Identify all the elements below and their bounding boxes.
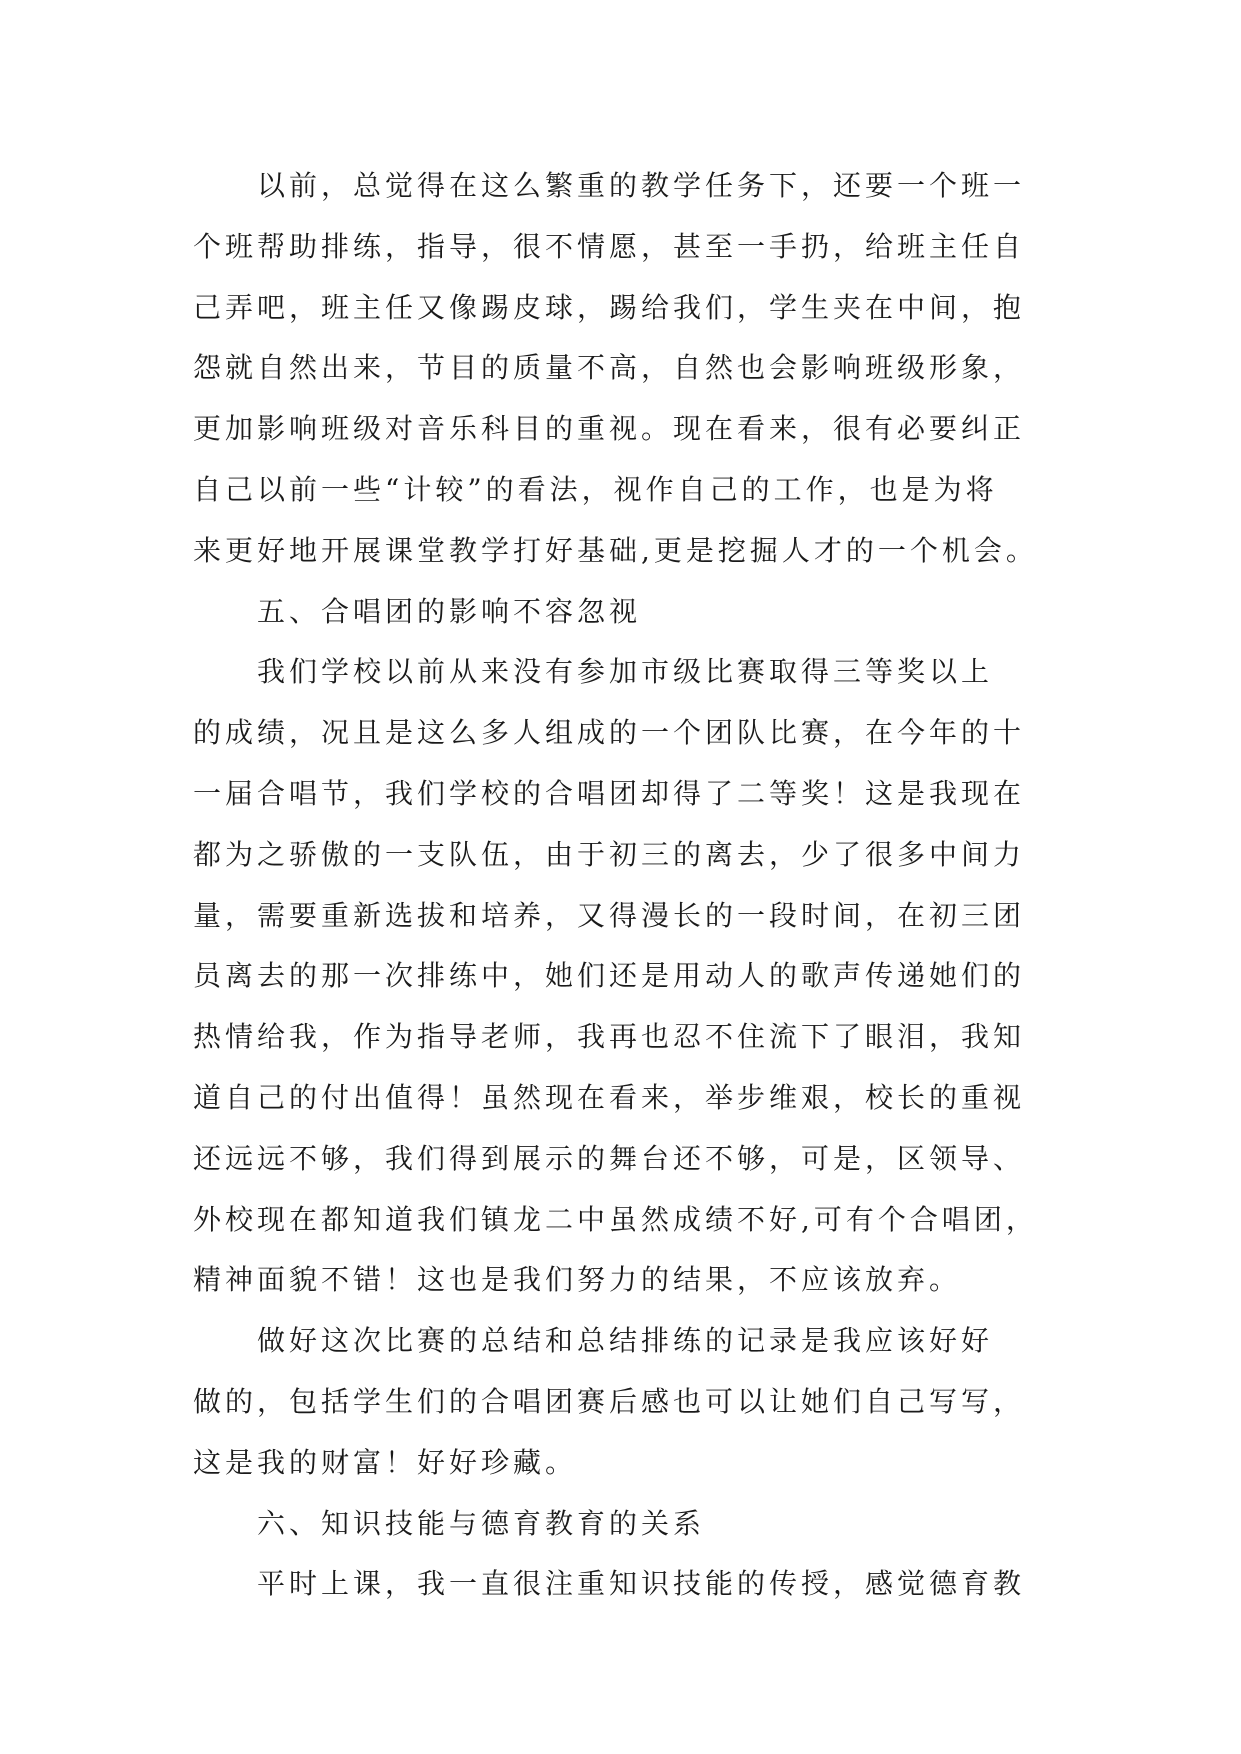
text-line: 都为之骄傲的一支队伍，由于初三的离去，少了很多中间力 — [193, 837, 1026, 871]
text-line: 外校现在都知道我们镇龙二中虽然成绩不好,可有个合唱团， — [193, 1202, 1038, 1236]
text-line: 自己以前一些“计较”的看法，视作自己的工作，也是为将 — [193, 472, 998, 506]
text-line: 做的，包括学生们的合唱团赛后感也可以让她们自己写写， — [193, 1384, 1026, 1418]
text-line: 以前，总觉得在这么繁重的教学任务下，还要一个班一 — [257, 169, 1026, 202]
text-line: 热情给我，作为指导老师，我再也忍不住流下了眼泪，我知 — [193, 1020, 1026, 1054]
text-line: 这是我的财富！好好珍藏。 — [193, 1445, 578, 1479]
text-line: 来更好地开展课堂教学打好基础,更是挖掘人才的一个机会。 — [193, 533, 1038, 567]
text-line: 我们学校以前从来没有参加市级比赛取得三等奖以上 — [257, 655, 994, 689]
text-line: 还远远不够，我们得到展示的舞台还不够，可是，区领导、 — [193, 1141, 1026, 1175]
text-line: 个班帮助排练，指导，很不情愿，甚至一手扔，给班主任自 — [193, 229, 1026, 263]
text-line: 己弄吧，班主任又像踢皮球，踢给我们，学生夹在中间，抱 — [193, 290, 1026, 324]
text-line: 的成绩，况且是这么多人组成的一个团队比赛，在今年的十 — [193, 716, 1026, 750]
section-heading: 六、知识技能与德育教育的关系 — [257, 1506, 706, 1540]
text-line: 精神面貌不错！这也是我们努力的结果，不应该放弃。 — [193, 1263, 962, 1297]
text-line: 平时上课，我一直很注重知识技能的传授，感觉德育教 — [257, 1567, 1026, 1601]
text-line: 更加影响班级对音乐科目的重视。现在看来，很有必要纠正 — [193, 412, 1026, 446]
section-heading: 五、合唱团的影响不容忽视 — [257, 594, 642, 628]
text-line: 怨就自然出来，节目的质量不高，自然也会影响班级形象， — [193, 351, 1026, 385]
document-body — [193, 156, 1053, 1615]
text-line: 做好这次比赛的总结和总结排练的记录是我应该好好 — [257, 1324, 994, 1358]
text-line: 员离去的那一次排练中，她们还是用动人的歌声传递她们的 — [193, 959, 1026, 993]
text-line: 道自己的付出值得！虽然现在看来，举步维艰，校长的重视 — [193, 1080, 1026, 1114]
text-line: 量，需要重新选拔和培养，又得漫长的一段时间，在初三团 — [193, 898, 1026, 932]
text-line: 一届合唱节，我们学校的合唱团却得了二等奖！这是我现在 — [193, 776, 1026, 810]
